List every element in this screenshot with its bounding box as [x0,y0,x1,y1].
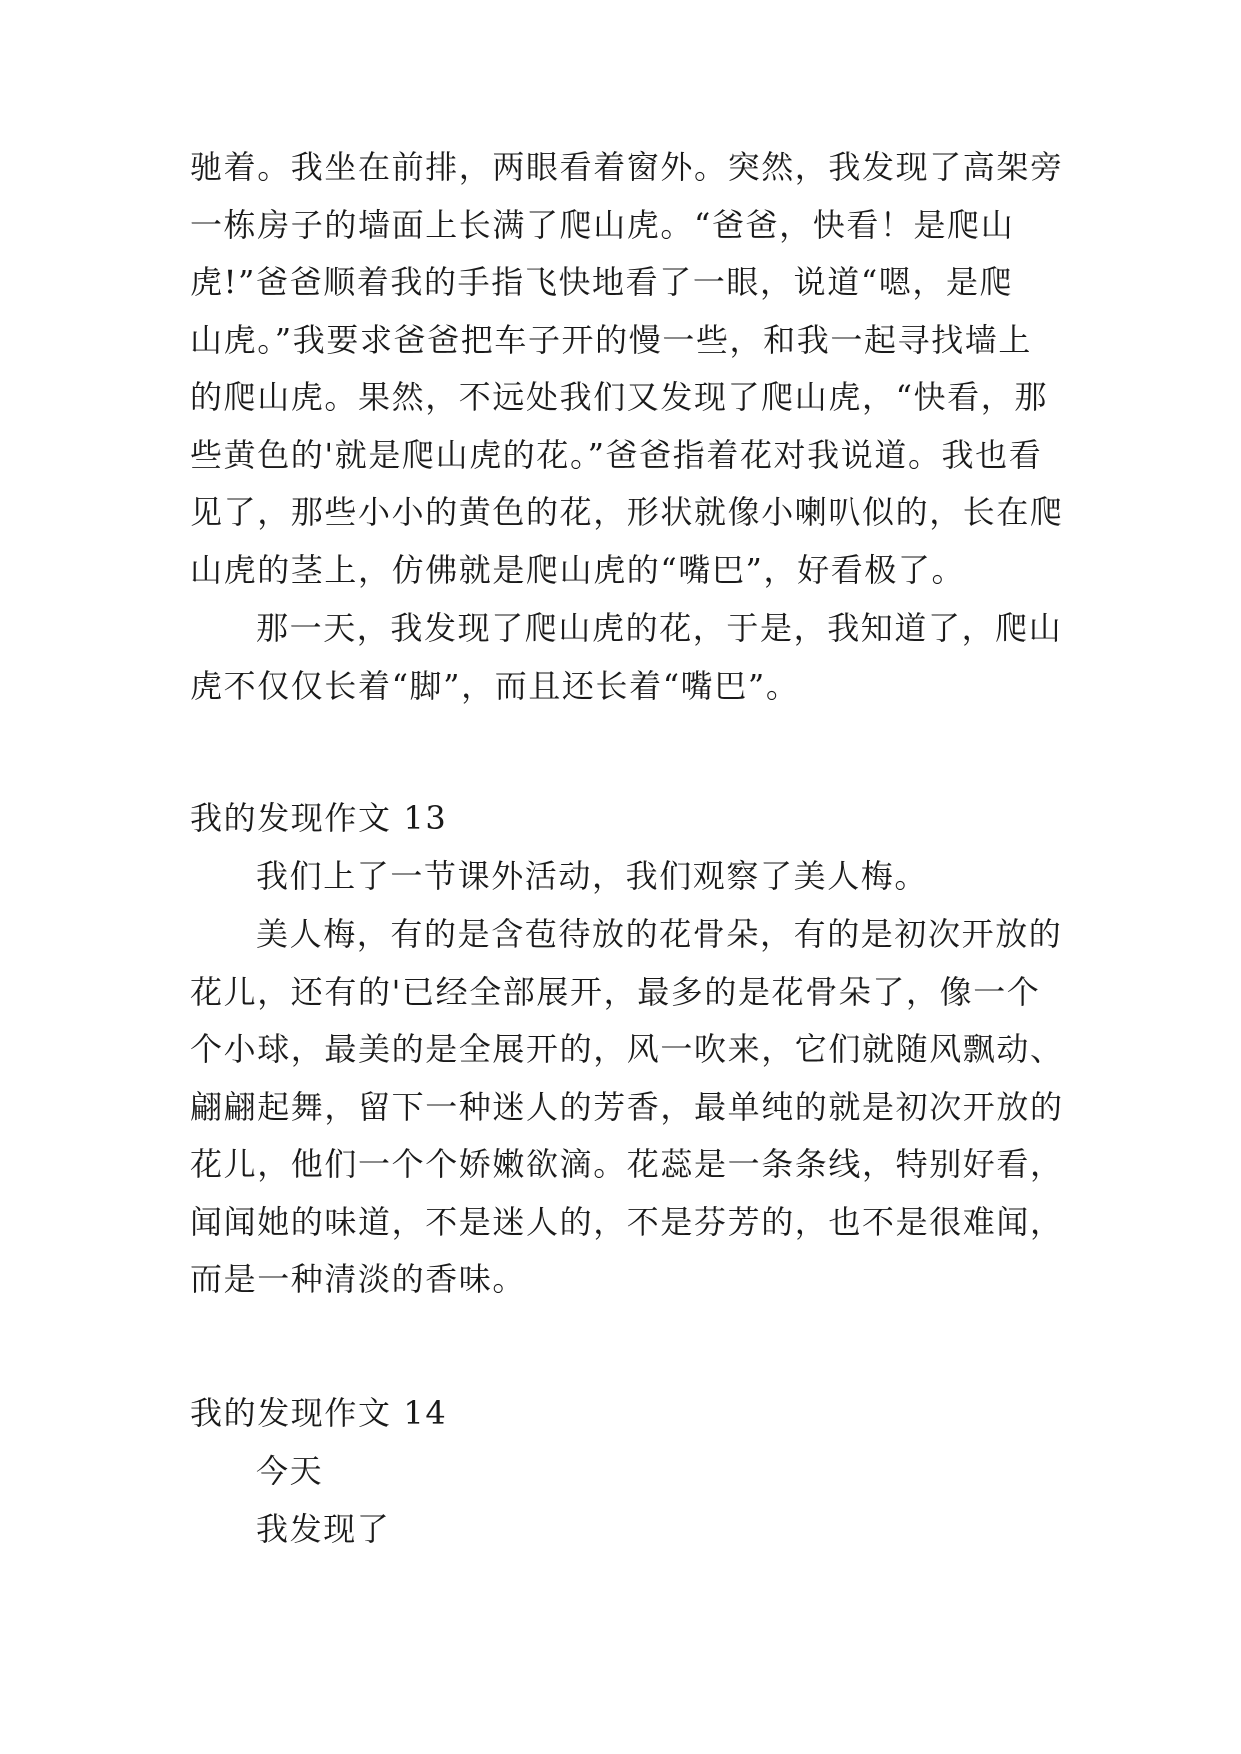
essay13-paragraph-2 [190,906,1070,1309]
text-line: 山虎。”我要求爸爸把车子开的慢一些，和我一起寻找墙上 [190,320,1032,359]
text-line: 闻闻她的味道，不是迷人的，不是芬芳的，也不是很难闻， [190,1202,1064,1241]
text-line: 虎不仅仅长着“脚”，而且还长着“嘴巴”。 [190,666,800,705]
text-line: 见了，那些小小的黄色的花，形状就像小喇叭似的，长在爬 [190,493,1064,531]
essay14-body [190,1443,1070,1558]
essay12-paragraph-2 [190,600,1070,715]
text-line: 的爬山虎。果然，不远处我们又发现了爬山虎，“快看，那 [190,378,1048,416]
text-line: 一栋房子的墙面上长满了爬山虎。“爸爸，快看！是爬山 [190,205,1015,244]
text-line: 美人梅，有的是含苞待放的花骨朵，有的是初次开放的 [256,915,1063,953]
text-line: 花儿，还有的'已经全部展开，最多的是花骨朵了，像一个 [190,972,1041,1011]
text-line: 翩翩起舞，留下一种迷人的芳香，最单纯的就是初次开放的 [190,1087,1064,1126]
text-line: 个小球，最美的是全展开的，风一吹来，它们就随风飘动、 [190,1030,1064,1068]
text-line: 今天 [256,1452,324,1490]
text-line: 那一天，我发现了爬山虎的花，于是，我知道了，爬山 [256,609,1063,647]
section-heading: 我的发现作文 14 [190,1394,448,1432]
text-line: 我发现了 [256,1509,391,1548]
text-line: 花儿，他们一个个娇嫩欲滴。花蕊是一条条线，特别好看， [190,1145,1064,1183]
text-line: 些黄色的'就是爬山虎的花。”爸爸指着花对我说道。我也看 [190,435,1043,474]
text-line: 虎!”爸爸顺着我的手指飞快地看了一眼，说道“嗯，是爬 [190,263,1014,301]
essay12-paragraph-1 [190,139,1070,599]
text-line: 山虎的茎上，仿佛就是爬山虎的“嘴巴”，好看极了。 [190,550,966,589]
text-line: 驰着。我坐在前排，两眼看着窗外。突然，我发现了高架旁 [190,148,1064,186]
text-line: 而是一种清淡的香味。 [190,1260,527,1298]
essay13-title [190,790,1070,848]
text-line: 我们上了一节课外活动，我们观察了美人梅。 [256,857,929,895]
essay13-paragraph-1 [190,848,1070,906]
section-heading: 我的发现作文 13 [190,799,448,837]
essay14-title [190,1385,1070,1443]
